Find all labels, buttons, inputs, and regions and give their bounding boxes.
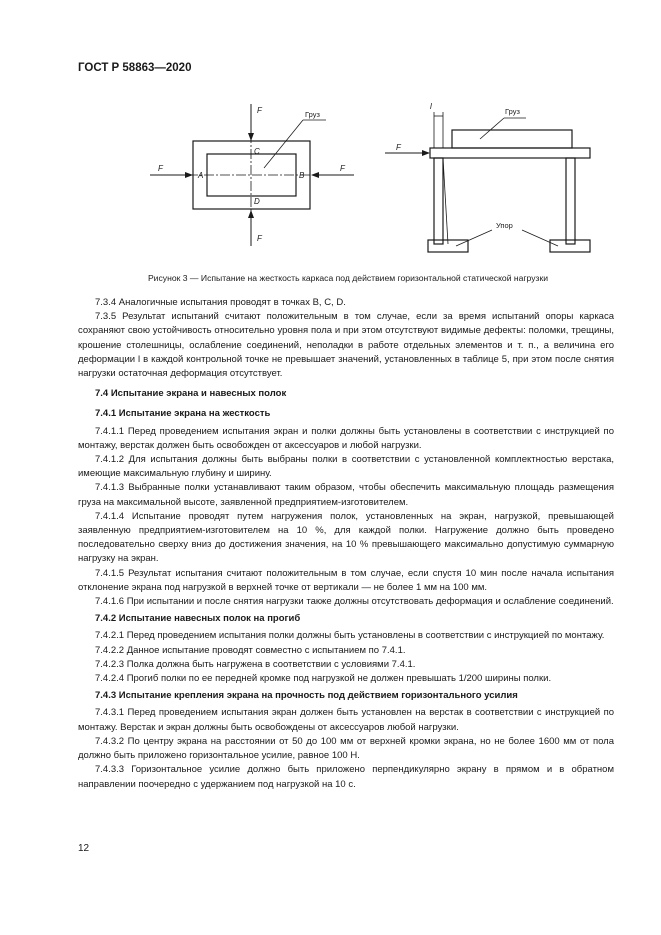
stop-right (550, 240, 590, 252)
force-label-top: F (257, 106, 262, 115)
paragraph: 7.4.2.3 Полка должна быть нагружена в соответствии с условиями 7.4.1. (95, 658, 416, 670)
paragraph: 7.4.1.2 Для испытания должны быть выбраны полки в соответствии с установленной комплектностью верстака, имеющие максимальную глубину и ширину. (78, 454, 614, 480)
subsection-heading: 7.4.3 Испытание крепления экрана на прочность под действием горизонтального усилия (95, 690, 518, 702)
paragraph: 7.4.3.1 Перед проведением испытания экран должен быть установлен на верстак в соответствии с инструкцией по монтажу. Верстак и экран должны быть освобождены от аксессуаров любой нагрузки. (78, 707, 614, 733)
paragraph: 7.4.1.3 Выбранные полки устанавливают таким образом, чтобы обеспечить максимальную площадь размещения груза на максимальной высоте, заявленной предприятием-изготовителем. (78, 482, 614, 508)
load-block (452, 130, 572, 148)
stop-label: Упор (496, 221, 513, 230)
subsection-heading: 7.4.1 Испытание экрана на жесткость (95, 408, 271, 420)
point-a-label: A (198, 171, 204, 180)
load-leader-line-side (480, 118, 504, 139)
plan-view-diagram (150, 104, 354, 246)
leg-left (434, 158, 443, 244)
stop-leader-left (456, 230, 492, 246)
force-label-left: F (158, 164, 163, 173)
paragraph: 7.4.1.5 Результат испытания считают положительным в том случае, если спустя 10 мин после начала испытания отклонение экрана под нагрузкой в верхней точке от вертикали — не более 1 мм на 100 мм. (78, 567, 614, 593)
point-d-label: D (254, 197, 260, 206)
load-label-left: Груз (305, 110, 320, 119)
paragraph: 7.3.5 Результат испытаний считают положительным в том случае, если за время испытаний опоры каркаса сохраняют свою устойчивость относительно уровня пола и при этом отсутствуют видимые дефекты: поломки, трещины, крошение столешницы, ослабление соединений, неполадки в работе отдельных элементов и т. п., а величина его деформации l в каждой контрольной точке не превышает значений, установленных в таблице 5, при этом после снятия нагрузки остаточная деформация отсутствует. (78, 311, 614, 380)
subsection-heading: 7.4.2 Испытание навесных полок на прогиб (95, 613, 301, 625)
document-header: ГОСТ Р 58863—2020 (78, 62, 192, 74)
figure-caption: Рисунок 3 — Испытание на жесткость каркаса под действием горизонтальной статической нагрузки (147, 273, 549, 283)
point-b-label: B (299, 171, 305, 180)
stop-leader-right (522, 230, 558, 246)
tabletop (430, 148, 590, 158)
side-view-diagram (385, 112, 590, 252)
section-heading: 7.4 Испытание экрана и навесных полок (95, 388, 287, 400)
page-number: 12 (78, 843, 90, 854)
force-label-bottom: F (257, 234, 262, 243)
paragraph: 7.4.2.1 Перед проведением испытания полки должны быть установлены в соответствии с инструкцией по монтажу. (95, 630, 605, 642)
force-label-right: F (340, 164, 345, 173)
load-leader-line (264, 120, 303, 168)
deflection-label: l (430, 102, 432, 111)
deformed-leg-line (443, 158, 448, 244)
load-label-right: Груз (505, 107, 520, 116)
paragraph: 7.3.4 Аналогичные испытания проводят в точках B, C, D. (95, 297, 346, 308)
paragraph: 7.4.3.2 По центру экрана на расстоянии от 50 до 100 мм от верхней кромки экрана, но не более 1600 мм от пола должно быть приложено горизонтальное усилие, равное 100 Н. (78, 735, 614, 762)
document-body (78, 296, 614, 792)
figure-3-drawing (130, 98, 600, 266)
paragraph: 7.4.2.2 Данное испытание проводят совместно с испытанием по 7.4.1. (95, 644, 406, 656)
paragraph: 7.4.1.6 При испытании и после снятия нагрузки также должны отсутствовать деформация и ослабление соединений. (95, 596, 614, 608)
figure-3 (130, 98, 600, 266)
paragraph: 7.4.1.1 Перед проведением испытания экран и полки должны быть установлены в соответствии с инструкцией по монтажу, верстак должен быть освобожден от аксессуаров и любой нагрузки. (78, 425, 614, 451)
paragraph: 7.4.2.4 Прогиб полки по ее передней кромке под нагрузкой не должен превышать 1/200 ширины полки. (95, 673, 552, 685)
leg-right (566, 158, 575, 244)
point-c-label: C (254, 147, 260, 156)
paragraph: 7.4.3.3 Горизонтальное усилие должно быть приложено перпендикулярно экрану в прямом и в обратном направлении поочередно с удержанием под нагрузкой на 10 с. (78, 764, 614, 790)
force-label-side: F (396, 143, 401, 152)
paragraph: 7.4.1.4 Испытание проводят путем нагружения полок, установленных на экран, нагрузкой, превышающей заявленную предприятием-изготовителем на 10 %, для каждой полки. Нагружение должно быть проведено последовательно сверху вниз до достижения значения, на 10 % превышающего максимально допустимую суммарную нагрузку на экран. (78, 510, 614, 565)
